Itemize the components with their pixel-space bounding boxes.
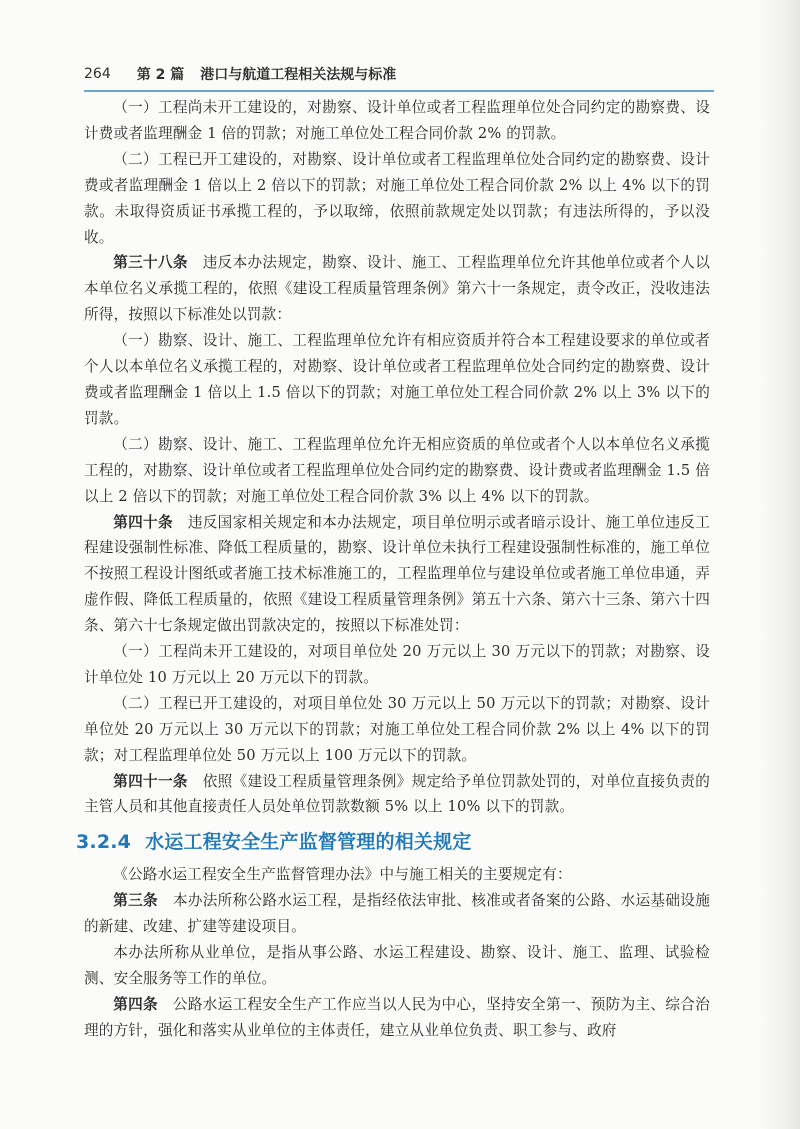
article-41: 第四十一条 依照《建设工程质量管理条例》规定给予单位罚款处罚的，对单位直接负责的主管人员和其他直接责任人员处单位罚款数额 5% 以上 10% 以下的罚款。 [84, 772, 710, 816]
article-40: 第四十条 违反国家相关规定和本办法规定，项目单位明示或者暗示设计、施工单位违反工程建设强制性标准、降低工程质量的，勘察、设计单位未执行工程建设强制性标准的，施工单位不按照工程设计图纸或者施工技术标准施工的，工程监理单位与建设单位或者施工单位串通，弄虚作假、降低工程质量的，依照《建设工程质量管理条例》第五十六条、第六十三条、第六十四条、第六十七条规定做出罚款决定的，按照以下标准处罚： [84, 513, 710, 635]
header-rule [84, 90, 714, 92]
body-text [76, 95, 710, 1044]
section-title: 水运工程安全生产监督管理的相关规定 [145, 831, 472, 854]
paragraph: （二）勘察、设计、施工、工程监理单位允许无相应资质的单位或者个人以本单位名义承揽工程的，对勘察、设计单位或者工程监理单位处合同约定的勘察费、设计费或者监理酬金 1.5 倍以上 2 倍以下的罚款；对施工单位处工程合同价款 3% 以上 4% 以下的罚款。 [84, 435, 710, 505]
section-heading [76, 827, 710, 857]
paragraph: （二）工程已开工建设的，对勘察、设计单位或者工程监理单位处合同约定的勘察费、设计费或者监理酬金 1 倍以上 2 倍以下的罚款；对施工单位处工程合同价款 2% 以上 4% 以下的罚款。未取得资质证书承揽工程的，予以取缔，依照前款规定处以罚款；有违法所得的，予以没收。 [84, 150, 710, 246]
article-label: 第三条 [113, 892, 158, 910]
paragraph: （一）勘察、设计、施工、工程监理单位允许有相应资质并符合本工程建设要求的单位或者个人以本单位名义承揽工程的，对勘察、设计单位或者工程监理单位处合同约定的勘察费、设计费或者监理酬金 1 倍以上 1.5 倍以下的罚款；对施工单位处工程合同价款 2% 以上 3% 以下的罚款。 [84, 332, 710, 427]
paragraph: 本办法所称从业单位，是指从事公路、水运工程建设、勘察、设计、施工、监理、试验检测、安全服务等工作的单位。 [84, 944, 710, 987]
article-label: 第四十条 [113, 513, 173, 531]
article-label: 第三十八条 [113, 254, 188, 272]
section-number: 3.2.4 [76, 831, 132, 854]
article-label: 第四条 [113, 995, 158, 1013]
paragraph: （一）工程尚未开工建设的，对项目单位处 20 万元以上 30 万元以下的罚款；对勘察、设计单位处 10 万元以上 20 万元以下的罚款。 [84, 643, 710, 686]
paragraph: （一）工程尚未开工建设的，对勘察、设计单位或者工程监理单位处合同约定的勘察费、设计费或者监理酬金 1 倍的罚款；对施工单位处工程合同价款 2% 的罚款。 [84, 99, 710, 142]
article-4: 第四条 公路水运工程安全生产工作应当以人民为中心，坚持安全第一、预防为主、综合治理的方针，强化和落实从业单位的主体责任，建立从业单位负责、职工参与、政府 [84, 995, 710, 1039]
paragraph: 《公路水运工程安全生产监督管理办法》中与施工相关的主要规定有： [113, 866, 572, 884]
article-38: 第三十八条 违反本办法规定，勘察、设计、施工、工程监理单位允许其他单位或者个人以本单位名义承揽工程的，依照《建设工程质量管理条例》第六十一条规定，责令改正，没收违法所得，按照以下标准处以罚款： [84, 254, 710, 324]
paragraph: （二）工程已开工建设的，对项目单位处 30 万元以上 50 万元以下的罚款；对勘察、设计单位处 20 万元以上 30 万元以下的罚款；对施工单位处工程合同价款 2% 以上 4% 以下的罚款；对工程监理单位处 50 万元以上 100 万元以下的罚款。 [84, 694, 710, 764]
article-3: 第三条 本办法所称公路水运工程，是指经依法审批、核准或者备案的公路、水运基础设施的新建、改建、扩建等建设项目。 [84, 892, 710, 936]
binding-shadow [758, 0, 800, 1129]
part-label: 第 2 篇 [136, 67, 185, 83]
article-label: 第四十一条 [113, 772, 188, 790]
running-header [84, 62, 708, 86]
page-number: 264 [84, 66, 111, 82]
part-title: 港口与航道工程相关法规与标准 [200, 67, 397, 83]
